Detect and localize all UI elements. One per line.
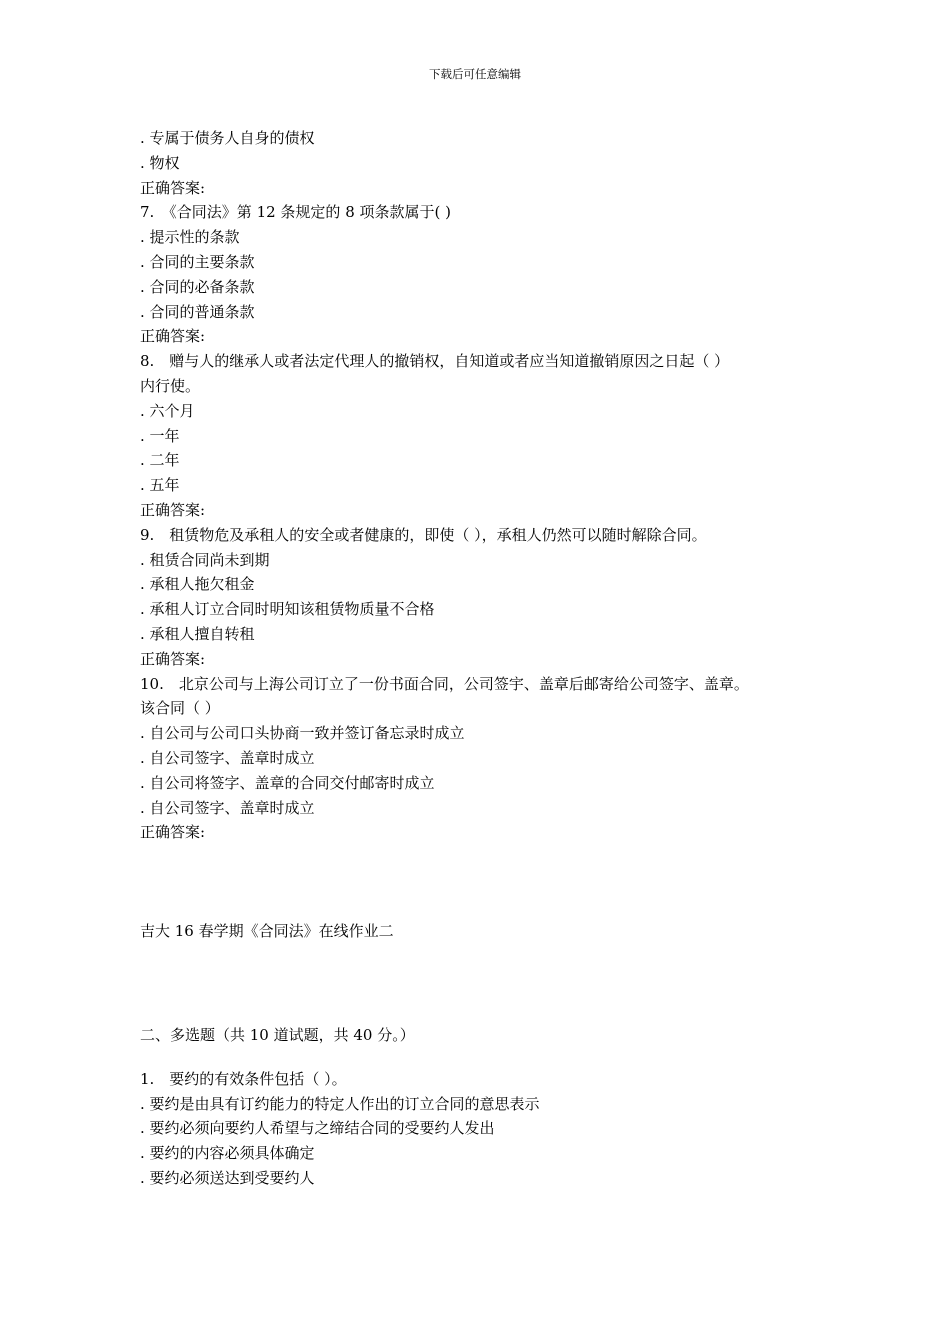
option-line: . 专属于债务人自身的债权 xyxy=(140,129,315,147)
option-line: . 二年 xyxy=(140,451,180,470)
questions-part-2 xyxy=(140,1067,840,1191)
option-line: . 自公司将签字、盖章的合同交付邮寄时成立 xyxy=(140,773,435,792)
page-header-text: 下载后可任意编辑 xyxy=(429,67,521,81)
document-body xyxy=(140,126,840,1191)
option-line: . 自公司签字、盖章时成立 xyxy=(140,798,315,817)
option-line: . 提示性的条款 xyxy=(140,228,240,247)
option-line: . 承租人订立合同时明知该租赁物质量不合格 xyxy=(140,600,435,619)
option-line: . 自公司签字、盖章时成立 xyxy=(140,748,315,767)
answer-label: 正确答案: xyxy=(140,500,206,519)
option-line: . 五年 xyxy=(140,476,180,495)
question-7: 7. 《合同法》第 12 条规定的 8 项条款属于( ) xyxy=(140,203,451,222)
questions-part-1 xyxy=(140,126,840,845)
option-line: . 一年 xyxy=(140,426,180,445)
spacer xyxy=(140,944,840,1023)
question-10: 10. 北京公司与上海公司订立了一份书面合同，公司签宇、盖章后邮寄给公司签字、盖章。 xyxy=(140,674,749,693)
section-title: 二、多选题（共 10 道试题，共 40 分。） xyxy=(140,1025,415,1044)
answer-label: 正确答案: xyxy=(140,649,206,668)
option-line: . 要约的内容必须具体确定 xyxy=(140,1144,315,1163)
option-line: . 合同的普通条款 xyxy=(140,302,255,321)
option-line: . 承租人拖欠租金 xyxy=(140,575,255,594)
answer-label: 正确答案: xyxy=(140,823,206,842)
option-line: . 承租人擅自转租 xyxy=(140,624,255,643)
spacer xyxy=(140,845,840,919)
page-header xyxy=(0,66,950,82)
question-8-continued: 内行使。 xyxy=(140,376,201,395)
option-line: . 合同的必备条款 xyxy=(140,277,255,296)
option-line: . 要约是由具有订约能力的特定人作出的订立合同的意思表示 xyxy=(140,1094,540,1113)
question-8: 8. 赠与人的继承人或者法定代理人的撤销权，自知道或者应当知道撤销原因之日起（ ） xyxy=(140,352,730,371)
option-line: . 六个月 xyxy=(140,401,195,420)
option-line: . 合同的主要条款 xyxy=(140,252,255,271)
question-9: 9. 租赁物危及承租人的安全或者健康的，即使（ ），承租人仍然可以随时解除合同。 xyxy=(140,525,707,544)
option-line: . 要约必须送达到受要约人 xyxy=(140,1168,315,1187)
answer-label: 正确答案: xyxy=(140,178,206,197)
option-line: . 租赁合同尚未到期 xyxy=(140,550,270,569)
option-line: . 自公司与公司口头协商一致并签订备忘录时成立 xyxy=(140,724,465,743)
answer-label: 正确答案: xyxy=(140,327,206,346)
spacer xyxy=(140,1048,840,1067)
question-1: 1. 要约的有效条件包括（ ）。 xyxy=(140,1069,347,1088)
option-line: . 要约必须向要约人希望与之缔结合同的受要约人发出 xyxy=(140,1119,495,1138)
question-10-continued: 该合同（ ） xyxy=(140,699,220,718)
option-line: . 物权 xyxy=(140,153,180,172)
document-title: 吉大 16 春学期《合同法》在线作业二 xyxy=(140,922,394,941)
